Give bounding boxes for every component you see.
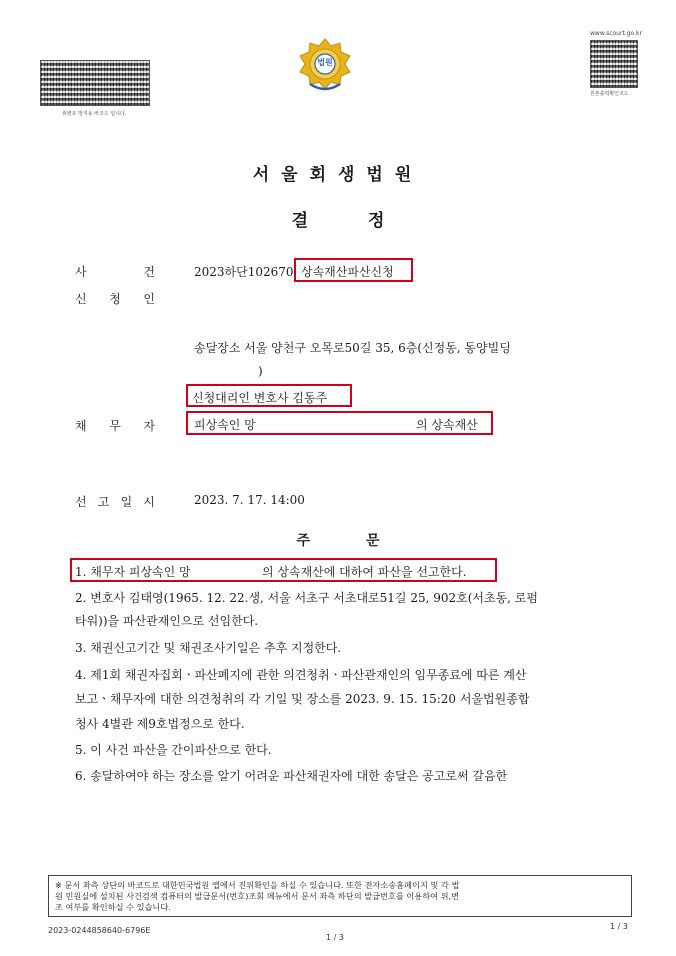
case-number: 2023하단102670	[194, 265, 294, 279]
court-name-title: 서울회생법원	[252, 165, 424, 185]
case-name: 상속재산파산신청	[301, 265, 394, 279]
announcement-datetime: 2023. 7. 17. 14:00	[194, 493, 305, 507]
verification-barcode-caption: 위변조 방지용 바코드 입니다.	[62, 111, 127, 117]
page-number-center: 1 / 3	[326, 933, 344, 942]
output-verification-qr	[590, 40, 638, 88]
court-website-url: www.scourt.go.kr	[590, 30, 642, 37]
debtor-label: 채 무 자	[75, 419, 155, 433]
page-number-right: 1 / 3	[610, 922, 628, 931]
notice-line-1: ※ 문서 좌측 상단의 바코드로 대한민국법원 앱에서 진위확인을 하실 수 있습니다. 또한 전자소송홈페이지 및 각 법	[55, 880, 460, 890]
notice-line-3: 조 여부를 확인하실 수 있습니다.	[55, 902, 171, 912]
announcement-label: 선 고 일 시	[75, 495, 155, 509]
verification-barcode	[40, 60, 150, 106]
order-3: 3. 채권신고기간 및 채권조사기일은 추후 지정한다.	[75, 641, 342, 655]
order-4-line-3: 청사 4별관 제9호법정으로 한다.	[75, 717, 245, 731]
issue-number: 2023-0244858640-6796E	[48, 926, 151, 935]
court-seal-emblem	[296, 36, 354, 94]
case-label: 사 건	[75, 265, 155, 279]
service-address-continued: )	[258, 364, 263, 378]
document-type-title: 결정	[291, 211, 445, 231]
applicant-agent: 신청대리인 변호사 김동주	[192, 391, 328, 405]
verification-notice	[48, 875, 632, 917]
order-1-part-b: 의 상속재산에 대하여 파산을 선고한다.	[262, 565, 467, 579]
debtor-suffix: 의 상속재산	[416, 418, 478, 432]
order-4-line-1: 4. 제1회 채권자집회ㆍ파산폐지에 관한 의견청취ㆍ파산관재인의 임무종료에 따른 계산	[75, 668, 527, 682]
order-6: 6. 송달하여야 하는 장소를 알기 어려운 파산채권자에 대한 송달은 공고로써 갈음한	[75, 769, 508, 783]
service-address: 송달장소 서울 양천구 오목로50길 35, 6층(신정동, 동양빌딩	[194, 341, 511, 355]
applicant-label: 신 청 인	[75, 292, 155, 306]
order-2-line-1: 2. 변호사 김태영(1965. 12. 22.생, 서울 서초구 서초대로51길 25, 902호(서초동, 로펌	[75, 591, 538, 605]
order-4-line-2: 보고ㆍ채무자에 대한 의견청취의 각 기일 및 장소를 2023. 9. 15. 15:20 서울법원종합	[75, 692, 530, 706]
debtor-name: 피상속인 망	[194, 418, 256, 432]
order-5: 5. 이 사건 파산을 간이파산으로 한다.	[75, 743, 272, 757]
output-verification-caption: 원본출력확인코드	[590, 91, 629, 97]
order-1-part-a: 1. 채무자 피상속인 망	[75, 565, 191, 579]
order-title: 주문	[296, 533, 436, 549]
court-seal-text: 법원	[317, 58, 333, 67]
order-2-line-2: 타워))을 파산관재인으로 선임한다.	[75, 614, 259, 628]
notice-line-2: 원 민원실에 설치된 사건검색 컴퓨터의 발급문서(번호)조회 메뉴에서 문서 좌측 하단의 발급번호를 이용하여 위,변	[55, 891, 460, 901]
